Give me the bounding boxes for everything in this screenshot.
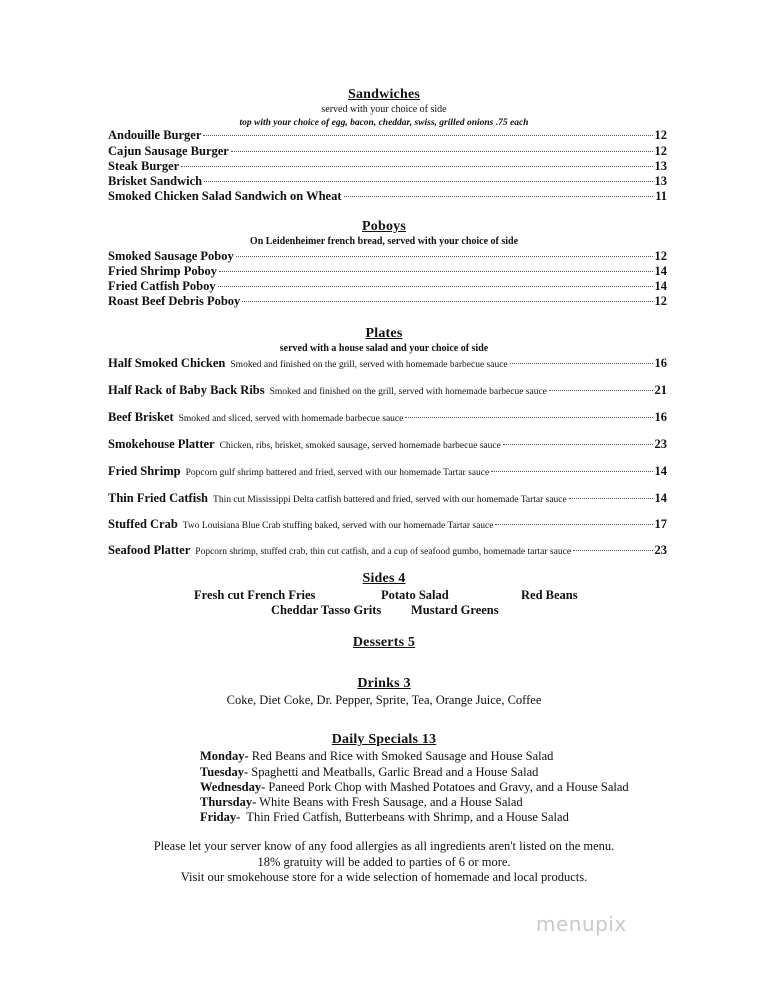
- menu-item: [108, 294, 667, 309]
- item-price: 13: [654, 159, 667, 173]
- leader-dots: [219, 271, 652, 272]
- item-name: Smokehouse Platter: [108, 437, 215, 451]
- store-notice: Visit our smokehouse store for a wide selection of homemade and local products.: [180, 870, 588, 884]
- item-price: 21: [654, 383, 667, 397]
- item-name: Steak Burger: [108, 159, 180, 173]
- menu-item: [108, 464, 667, 479]
- menu-item: [108, 356, 667, 371]
- side-item: Fresh cut French Fries: [194, 588, 316, 602]
- desserts-title: Desserts 5: [352, 635, 416, 650]
- item-description: Popcorn gulf shrimp battered and fried, served with our homemade Tartar sauce: [185, 468, 490, 478]
- leader-dots: [181, 166, 652, 167]
- item-name: Beef Brisket: [108, 410, 174, 424]
- allergy-notice: Please let your server know of any food allergies as all ingredients aren't listed on the menu.: [153, 839, 615, 853]
- menu-item: [108, 189, 667, 204]
- item-name: Roast Beef Debris Poboy: [108, 294, 241, 308]
- special-monday: [200, 749, 553, 764]
- menu-item: [108, 543, 667, 558]
- item-price: 16: [654, 410, 667, 424]
- item-name: Stuffed Crab: [108, 517, 178, 531]
- side-item: Cheddar Tasso Grits: [271, 603, 382, 617]
- item-price: 23: [654, 543, 667, 557]
- special-text: Paneed Pork Chop with Mashed Potatoes and Gravy, and a House Salad: [265, 780, 629, 794]
- item-price: 12: [654, 249, 667, 263]
- menu-item: [108, 174, 667, 189]
- leader-dots: [549, 390, 653, 391]
- special-day: Thursday-: [200, 795, 257, 809]
- item-price: 14: [654, 464, 667, 478]
- sides-title: Sides 4: [362, 571, 406, 586]
- specials-title: Daily Specials 13: [331, 732, 437, 747]
- sandwiches-title: Sandwiches: [347, 87, 421, 102]
- drinks-title: Drinks 3: [357, 676, 411, 691]
- plates-subtitle: served with a house salad and your choice of side: [279, 343, 489, 354]
- poboys-subtitle: On Leidenheimer french bread, served with your choice of side: [249, 236, 519, 247]
- item-description: Smoked and finished on the grill, served with homemade barbecue sauce: [230, 360, 508, 370]
- item-price: 14: [654, 279, 667, 293]
- item-price: 14: [654, 491, 667, 505]
- leader-dots: [204, 181, 652, 182]
- leader-dots: [242, 301, 652, 302]
- item-price: 13: [654, 174, 667, 188]
- item-name: Half Smoked Chicken: [108, 356, 226, 370]
- menu-item: [108, 383, 667, 398]
- item-name: Andouille Burger: [108, 128, 202, 142]
- gratuity-notice: 18% gratuity will be added to parties of 6 or more.: [257, 855, 511, 869]
- item-price: 11: [655, 189, 667, 203]
- leader-dots: [236, 256, 653, 257]
- leader-dots: [495, 524, 652, 525]
- item-name: Thin Fried Catfish: [108, 491, 209, 505]
- special-wednesday: [200, 780, 629, 795]
- item-name: Seafood Platter: [108, 543, 191, 557]
- item-price: 17: [654, 517, 667, 531]
- menu-item: [108, 264, 667, 279]
- item-name: Fried Shrimp: [108, 464, 181, 478]
- leader-dots: [510, 363, 653, 364]
- menu-item: [108, 410, 667, 425]
- menu-item: [108, 437, 667, 452]
- watermark-logo: menupix: [536, 912, 627, 936]
- special-day: Tuesday-: [200, 765, 249, 779]
- menu-item: [108, 491, 667, 506]
- item-price: 14: [654, 264, 667, 278]
- side-item: Potato Salad: [381, 588, 449, 602]
- item-name: Fried Catfish Poboy: [108, 279, 216, 293]
- sandwiches-note: top with your choice of egg, bacon, cheddar, swiss, grilled onions .75 each: [239, 118, 529, 128]
- leader-dots: [231, 151, 653, 152]
- item-description: Chicken, ribs, brisket, smoked sausage, served homemade barbecue sauce: [219, 441, 501, 451]
- item-name: Fried Shrimp Poboy: [108, 264, 218, 278]
- leader-dots: [573, 550, 652, 551]
- special-text: Red Beans and Rice with Smoked Sausage and House Salad: [248, 749, 554, 763]
- item-price: 12: [654, 128, 667, 142]
- special-thursday: [200, 795, 523, 810]
- leader-dots: [503, 444, 653, 445]
- menu-item: [108, 249, 667, 264]
- item-description: Smoked and sliced, served with homemade barbecue sauce: [178, 414, 404, 424]
- menu-item: [108, 128, 667, 143]
- special-friday: [200, 810, 569, 825]
- special-tuesday: [200, 765, 538, 780]
- leader-dots: [569, 498, 653, 499]
- item-name: Smoked Chicken Salad Sandwich on Wheat: [108, 189, 342, 203]
- leader-dots: [203, 135, 652, 136]
- leader-dots: [405, 417, 652, 418]
- special-text: White Beans with Fresh Sausage, and a House Salad: [256, 795, 523, 809]
- menu-item: [108, 517, 667, 532]
- item-description: Thin cut Mississippi Delta catfish battered and fried, served with our homemade Tartar sauce: [213, 495, 567, 505]
- item-name: Brisket Sandwich: [108, 174, 203, 188]
- leader-dots: [344, 196, 654, 197]
- item-price: 16: [654, 356, 667, 370]
- menu-item: [108, 144, 667, 159]
- drinks-list: Coke, Diet Coke, Dr. Pepper, Sprite, Tea, Orange Juice, Coffee: [226, 693, 542, 707]
- special-day: Wednesday-: [200, 780, 266, 794]
- item-name: Cajun Sausage Burger: [108, 144, 229, 158]
- plates-title: Plates: [365, 326, 403, 341]
- item-price: 12: [654, 144, 667, 158]
- menu-item: [108, 159, 667, 174]
- item-price: 12: [654, 294, 667, 308]
- menu-item: [108, 279, 667, 294]
- side-item: Red Beans: [521, 588, 578, 602]
- special-text: Spaghetti and Meatballs, Garlic Bread and a House Salad: [248, 765, 539, 779]
- item-description: Two Louisiana Blue Crab stuffing baked, served with our homemade Tartar sauce: [182, 521, 494, 531]
- special-day: Monday-: [200, 749, 249, 763]
- item-price: 23: [654, 437, 667, 451]
- special-text: Thin Fried Catfish, Butterbeans with Shrimp, and a House Salad: [240, 810, 569, 824]
- sandwiches-subtitle: served with your choice of side: [321, 104, 447, 115]
- poboys-title: Poboys: [362, 219, 406, 234]
- side-item: Mustard Greens: [411, 603, 499, 617]
- item-description: Popcorn shrimp, stuffed crab, thin cut catfish, and a cup of seafood gumbo, homemade tartar sauce: [195, 547, 572, 557]
- item-name: Smoked Sausage Poboy: [108, 249, 234, 263]
- leader-dots: [218, 286, 653, 287]
- special-day: Friday-: [200, 810, 241, 824]
- item-description: Smoked and finished on the grill, served with homemade barbecue sauce: [269, 387, 547, 397]
- leader-dots: [491, 471, 652, 472]
- item-name: Half Rack of Baby Back Ribs: [108, 383, 265, 397]
